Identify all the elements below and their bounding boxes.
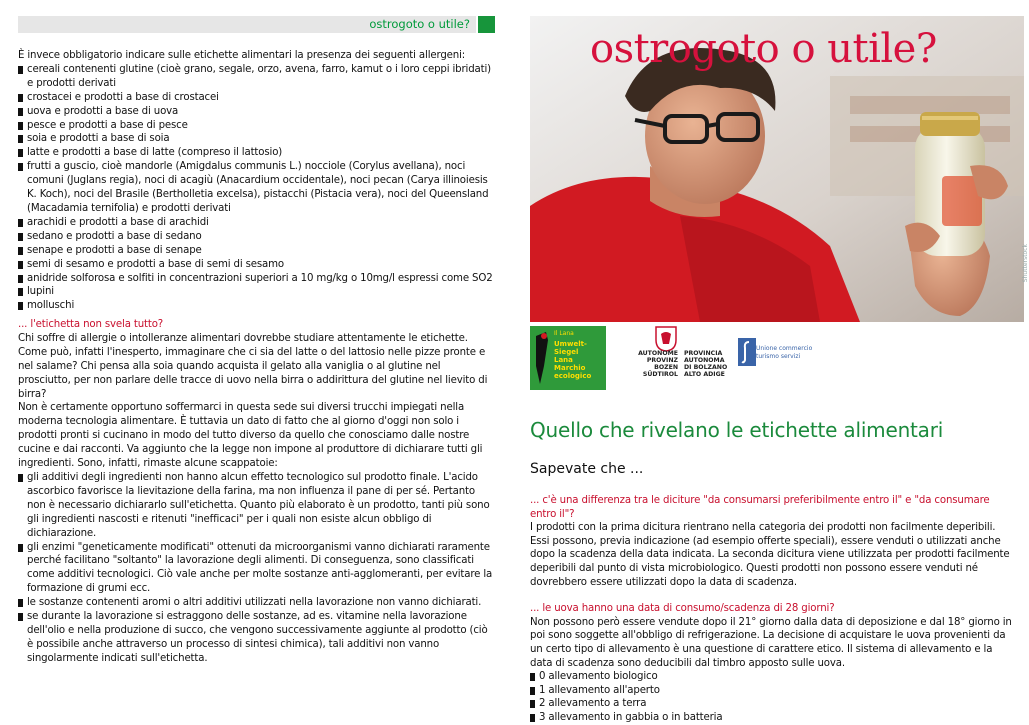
list-item: 1 allevamento all'aperto bbox=[530, 684, 1016, 698]
list-item: gli additivi degli ingredienti non hanno alcun effetto tecnologico sul prodotto finale. L'acido ascorbico favorisce la lievitazione della farina, ma non influenza il pane di per sé. Pertanto non è necessario dichiararlo sull'etichetta. Quanto più elaborato è un prodotto, tanti più sono gli ingredienti nascosti e ritenuti "inefficaci" per i quali non esiste alcun obbligo di dichiarazione. bbox=[18, 471, 494, 541]
label-section bbox=[18, 318, 494, 666]
province-logo-de: AUTONOME PROVINZ BOZEN SÜDTIROL bbox=[638, 350, 678, 378]
union-logo-text: Unione commercio turismo servizi bbox=[756, 345, 813, 360]
list-item: frutti a guscio, cioè mandorle (Amigdalus communis L.) nocciole (Corylus avellana), noci comuni (Juglans regia), noci di acagiù (Anacardium occidentale), noci pecan (Carya illinoiesis K. Koch), noci del Brasile (Bertholletia excelsa), pistacchi (Pistacia vera), noci del Queensland (Macadamia ternifolia) e prodotti derivati bbox=[18, 160, 494, 216]
list-item: 3 allevamento in gabbia o in batteria bbox=[530, 711, 1016, 725]
allergen-section bbox=[18, 49, 494, 313]
woodpecker-icon bbox=[530, 326, 554, 390]
list-item: molluschi bbox=[18, 299, 494, 313]
list-item: anidride solforosa e solfiti in concentrazioni superiori a 10 mg/kg o 10mg/l espressi come SO2 bbox=[18, 272, 494, 286]
list-item: 2 allevamento a terra bbox=[530, 697, 1016, 711]
logo-text: Umwelt- Siegel Lana Marchio ecologico bbox=[554, 340, 592, 380]
left-page bbox=[0, 0, 512, 725]
eco-label-logo bbox=[530, 326, 606, 390]
header-square bbox=[478, 16, 495, 33]
list-item: senape e prodotti a base di senape bbox=[18, 244, 494, 258]
answer-text: I prodotti con la prima dicitura rientrano nella categoria dei prodotti non facilmente deperibili. Essi possono, previa indicazione (ad esempio offerte speciali), essere venduti o utilizzati anche dopo la scadenza della data indicata. La seconda dicitura viene utilizzata per prodotti facilmente deperibili dal punto di vista microbiologico. Questi prodotti non possono essere venduti né dovrebbero essere utilizzati dopo la data di scadenza. bbox=[530, 522, 1010, 588]
list-item: uova e prodotti a base di uova bbox=[18, 105, 494, 119]
page-title: Quello che rivelano le etichette alimentari bbox=[530, 418, 944, 442]
list-item: gli enzimi "geneticamente modificati" ottenuti da microorganismi vanno dichiarati raramente perché facilitano "soltanto" la lavorazione degli alimenti. Di conseguenza, sono classificati come additivi tecnologici. Ciò vale anche per molte sostanze anti-agglomeranti, per evitare la formazione di grumi ecc. bbox=[18, 541, 494, 597]
list-item: pesce e prodotti a base di pesce bbox=[18, 119, 494, 133]
list-item: lupini bbox=[18, 285, 494, 299]
page-header: ostrogoto o utile? bbox=[369, 17, 470, 31]
list-item: arachidi e prodotti a base di arachidi bbox=[18, 216, 494, 230]
logo-top-text: Il Lana bbox=[554, 330, 574, 337]
subtitle: Sapevate che ... bbox=[530, 461, 644, 477]
list-item: semi di sesamo e prodotti a base di semi di sesamo bbox=[18, 258, 494, 272]
photo-credit: Shutterstock bbox=[1022, 244, 1029, 283]
answer-text: Non possono però essere vendute dopo il 21° giorno dalla data di deposizione e dal 18° giorno in poi sono soggette all'obbligo di refrigerazione. La decisione di acquistare le uova provenienti da un certo tipo di allevamento è una questione di carattere etico. Il sistema di allevamento e la data di scadenza sono deducibili dal timbro apposto sulle uova. bbox=[530, 616, 1012, 669]
province-logo-it: PROVINCIA AUTONOMA DI BOLZANO ALTO ADIGE bbox=[684, 350, 728, 378]
list-item: le sostanze contenenti aromi o altri additivi utilizzati nella lavorazione non vanno dichiarati. bbox=[18, 596, 494, 610]
list-item: se durante la lavorazione si estraggono delle sostanze, ad es. vitamine nella lavorazione dell'olio e nella produzione di succo, che vengono successivamente aggiunte al prodotto (ciò è possibile anche attraverso un processo di sintesi chimica), tali additivi non vanno singolarmente indicati sull'etichetta. bbox=[18, 610, 494, 666]
paragraph: Non è certamente opportuno soffermarci in questa sede sui diversi trucchi impiegati nella moderna tecnologia alimentare. È tuttavia un dato di fatto che al giorno d'oggi non solo i prodotti pronti si cucinano in modo del tutto diverso da quello che conosciamo dalle nostre cucine e dai racconti. Va aggiunto che la legge non impone al produttore di dichiarare tutti gli ingredienti. Sono, infatti, rimaste alcune scappatoie: bbox=[18, 402, 483, 470]
faq-section bbox=[530, 494, 1016, 725]
intro-text: È invece obbligatorio indicare sulle etichette alimentari la presenza dei seguenti allergeni: bbox=[18, 50, 466, 61]
list-item: 0 allevamento biologico bbox=[530, 670, 1016, 684]
list-item: cereali contenenti glutine (cioè grano, segale, orzo, avena, farro, kamut o i loro ceppi ibridati) e prodotti derivati bbox=[18, 63, 494, 91]
cover-title: ostrogoto o utile? bbox=[590, 26, 937, 72]
section-heading: ... l'etichetta non svela tutto? bbox=[18, 319, 164, 330]
header-band bbox=[18, 16, 476, 33]
coat-of-arms-icon bbox=[655, 326, 677, 352]
paragraph: Chi soffre di allergie o intolleranze alimentari dovrebbe studiare attentamente le etichette. Come può, infatti l'inesperto, immaginare che ci sia del latte o del lattosio nelle pizze pronte e nel salame? Chi pensa alla soia quando acquista il gelato alla vaniglia o al glutine nel prosciutto, per non parlare delle tracce di uovo nella birra o addirittura del glutine nel lievito di birra? bbox=[18, 332, 488, 400]
list-item: soia e prodotti a base di soia bbox=[18, 132, 494, 146]
question-heading: ... c'è una differenza tra le diciture "da consumarsi preferibilmente entro il" e "da consumare entro il"? bbox=[530, 495, 990, 520]
list-item: latte e prodotti a base di latte (compreso il lattosio) bbox=[18, 146, 494, 160]
union-logo-icon bbox=[738, 338, 756, 366]
list-item: crostacei e prodotti a base di crostacei bbox=[18, 91, 494, 105]
list-item: sedano e prodotti a base di sedano bbox=[18, 230, 494, 244]
cover-photo bbox=[530, 16, 1029, 322]
right-page bbox=[512, 0, 1029, 725]
question-heading: ... le uova hanno una data di consumo/scadenza di 28 giorni? bbox=[530, 603, 835, 615]
